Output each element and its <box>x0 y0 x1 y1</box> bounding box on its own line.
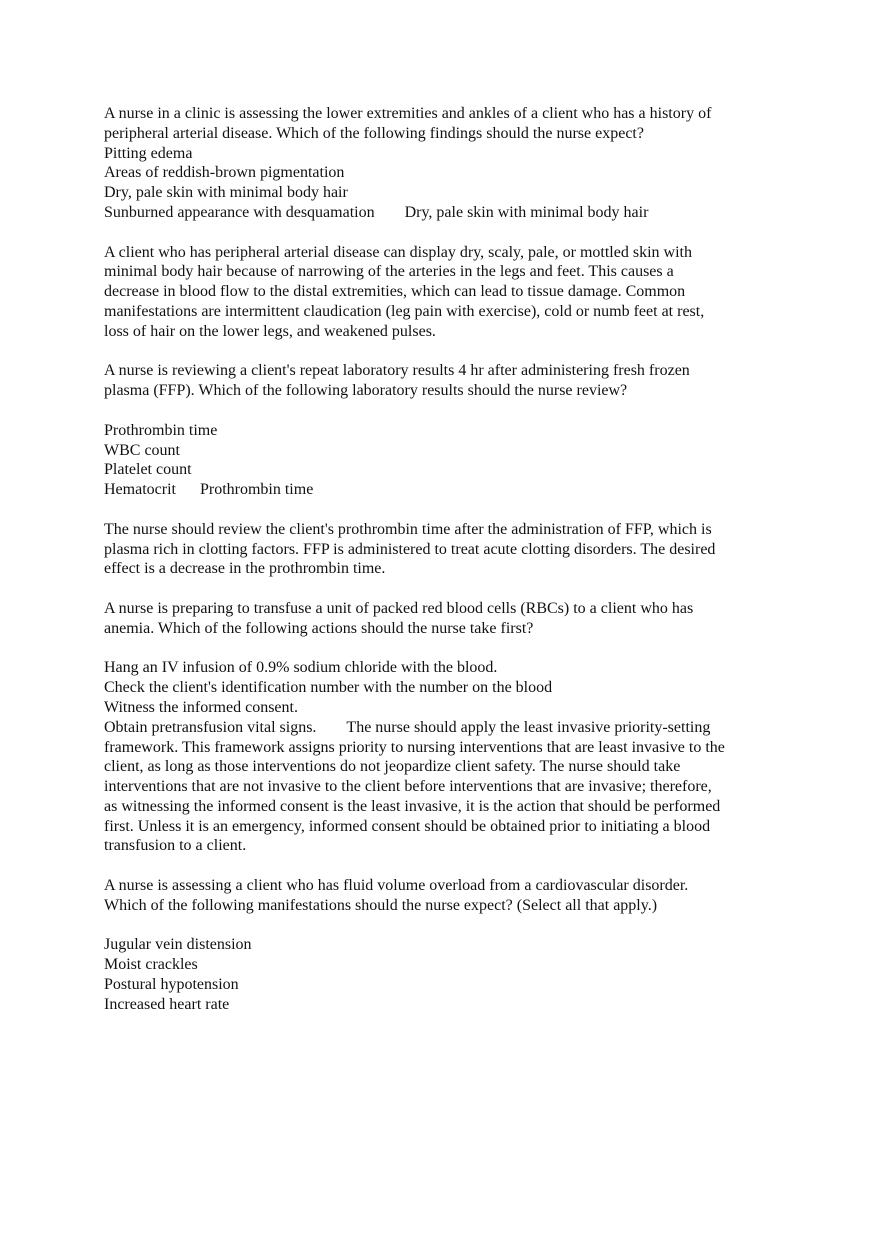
answer-option: Platelet count <box>104 461 192 479</box>
rationale-line: The nurse should review the client's prothrombin time after the administration of FFP, which is <box>104 520 712 538</box>
answer-option: Moist crackles <box>104 956 198 974</box>
answer-option: Jugular vein distension <box>104 936 252 954</box>
answer-option-with-answer <box>104 480 794 500</box>
rationale-line: framework. This framework assigns priority to nursing interventions that are least invasive to the <box>104 738 725 756</box>
question-block-3 <box>104 599 794 856</box>
question-text-line: anemia. Which of the following actions should the nurse take first? <box>104 619 534 637</box>
question-text-line: plasma (FFP). Which of the following laboratory results should the nurse review? <box>104 382 628 400</box>
rationale-line: minimal body hair because of narrowing of the arteries in the legs and feet. This causes a <box>104 263 674 281</box>
rationale-line: manifestations are intermittent claudication (leg pain with exercise), cold or numb feet at rest, <box>104 302 705 320</box>
document-page <box>104 104 794 1015</box>
answer-option: Prothrombin time <box>104 421 218 439</box>
question-block-2 <box>104 361 794 579</box>
question-block-4 <box>104 876 794 1015</box>
answer-option: Obtain pretransfusion vital signs. <box>104 718 317 736</box>
answer-option-with-answer <box>104 203 794 223</box>
question-text-line: Which of the following manifestations should the nurse expect? (Select all that apply.) <box>104 896 658 914</box>
answer-option: Check the client's identification number with the number on the blood <box>104 679 553 697</box>
question-block-1 <box>104 104 794 342</box>
answer-option: Postural hypotension <box>104 976 239 994</box>
answer-option: WBC count <box>104 441 180 459</box>
rationale-line: client, as long as those interventions do not jeopardize client safety. The nurse should take <box>104 758 681 776</box>
question-text-line: A nurse is assessing a client who has fluid volume overload from a cardiovascular disorder. <box>104 877 689 895</box>
answer-option: Pitting edema <box>104 144 193 162</box>
answer-option: Sunburned appearance with desquamation <box>104 203 375 221</box>
rationale-line: A client who has peripheral arterial disease can display dry, scaly, pale, or mottled skin with <box>104 243 692 261</box>
answer-option: Areas of reddish-brown pigmentation <box>104 164 345 182</box>
rationale-line: transfusion to a client. <box>104 837 247 855</box>
question-text-line: peripheral arterial disease. Which of the following findings should the nurse expect? <box>104 124 644 142</box>
answer-option: Increased heart rate <box>104 995 230 1013</box>
answer-option: Hematocrit <box>104 481 176 499</box>
question-text-line: A nurse in a clinic is assessing the lower extremities and ankles of a client who has a history of <box>104 105 712 122</box>
rationale-line: plasma rich in clotting factors. FFP is administered to treat acute clotting disorders. The desired <box>104 540 716 558</box>
rationale-line: first. Unless it is an emergency, informed consent should be obtained prior to initiating a blood <box>104 817 711 835</box>
rationale-line: loss of hair on the lower legs, and weakened pulses. <box>104 322 436 340</box>
question-text-line: A nurse is preparing to transfuse a unit of packed red blood cells (RBCs) to a client who has <box>104 599 694 617</box>
correct-answer: Prothrombin time <box>199 481 314 499</box>
rationale-line: interventions that are not invasive to the client before interventions that are invasive; therefore, <box>104 778 712 796</box>
answer-option: Hang an IV infusion of 0.9% sodium chloride with the blood. <box>104 659 498 677</box>
answer-option: Dry, pale skin with minimal body hair <box>104 184 348 202</box>
rationale-line: The nurse should apply the least invasive priority-setting <box>346 718 711 736</box>
rationale-line: decrease in blood flow to the distal extremities, which can lead to tissue damage. Common <box>104 283 686 301</box>
rationale-line: as witnessing the informed consent is the least invasive, it is the action that should be performed <box>104 797 721 815</box>
answer-option-with-rationale <box>104 718 794 738</box>
correct-answer: Dry, pale skin with minimal body hair <box>404 203 649 221</box>
question-text-line: A nurse is reviewing a client's repeat laboratory results 4 hr after administering fresh frozen <box>104 362 690 380</box>
rationale-line: effect is a decrease in the prothrombin time. <box>104 560 386 578</box>
answer-option: Witness the informed consent. <box>104 698 298 716</box>
